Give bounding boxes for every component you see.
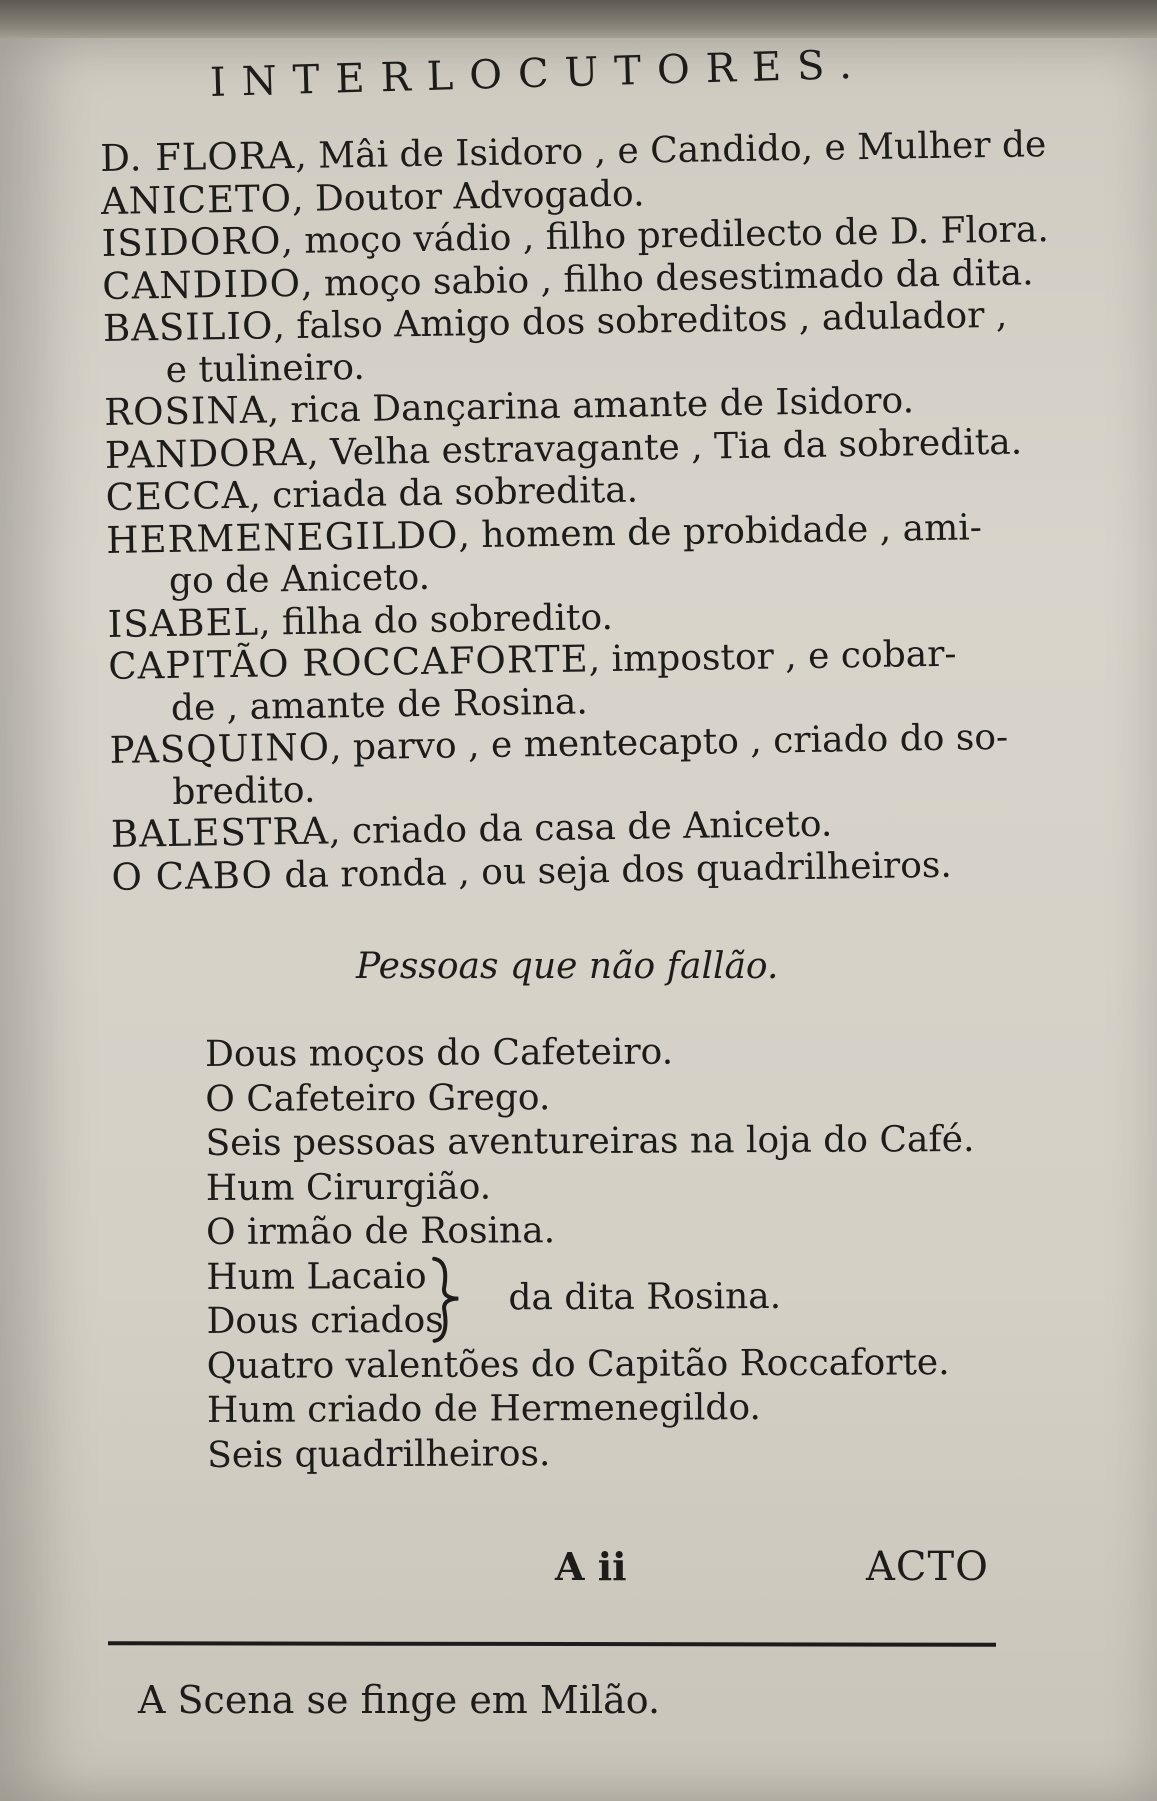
page-heading: INTERLOCUTORES.: [209, 41, 869, 106]
mute-item: Hum criado de Hermenegildo.: [206, 1387, 761, 1431]
mute-item: O irmão de Rosina.: [205, 1210, 556, 1253]
signature-mark: A ii: [555, 1544, 627, 1589]
cast-name: PANDORA: [104, 430, 308, 477]
cast-desc: go de Aniceto.: [168, 556, 431, 602]
cast-list: [99, 124, 1050, 899]
mute-characters-list: [205, 1029, 1007, 1478]
curly-brace-icon: [428, 1254, 466, 1343]
cast-name: BALESTRA: [110, 809, 330, 856]
cast-name: ISIDORO: [101, 219, 282, 265]
mute-item: Hum Cirurgião.: [205, 1166, 492, 1209]
cast-desc: , parvo , e mentecapto , criado do so-: [329, 716, 1009, 769]
cast-desc: , Doutor Advogado.: [291, 172, 645, 220]
cast-name: D. FLORA: [99, 133, 296, 180]
cast-name: O CABO: [111, 852, 274, 899]
mute-item: Seis quadrilheiros.: [207, 1432, 551, 1476]
cast-name: PASQUINO: [109, 725, 331, 772]
braced-group: [206, 1251, 1006, 1344]
mute-item: Seis pessoas aventureiras na loja do Café.: [205, 1118, 975, 1164]
cast-desc: , criado da casa de Aniceto.: [328, 803, 833, 853]
cast-desc: , criada da sobredita.: [248, 469, 639, 517]
mute-item: Dous moços do Cafeteiro.: [205, 1031, 674, 1075]
cast-desc: bredito.: [171, 769, 316, 813]
cast-name: ISABEL: [107, 600, 260, 646]
mute-item: O Cafeteiro Grego.: [205, 1076, 551, 1120]
cast-desc: e tulineiro.: [165, 346, 366, 391]
cast-name: ANICETO: [100, 176, 293, 223]
group-line: Dous criados: [206, 1299, 444, 1342]
catchword: ACTO: [866, 1544, 989, 1590]
book-page: [0, 38, 1157, 1801]
cast-name: CAPITÃO ROCCAFORTE: [107, 637, 590, 688]
horizontal-rule: [108, 1641, 996, 1647]
mute-characters-heading: Pessoas que não fallão.: [356, 946, 779, 987]
mute-item: Quatro valentões do Capitão Roccaforte.: [206, 1341, 950, 1387]
cast-desc: , homem de probidade , ami-: [458, 506, 983, 556]
scene-note: A Scena se finge em Milão.: [138, 1678, 661, 1722]
cast-name: BASILIO: [102, 304, 274, 350]
cast-name: ROSINA: [103, 388, 268, 434]
cast-desc: , moço sabio , filho desestimado da dita.: [300, 251, 1034, 305]
cast-desc: de , amante de Rosina.: [170, 680, 589, 729]
cast-name: CECCA: [105, 473, 250, 519]
group-label: da dita Rosina.: [508, 1275, 782, 1318]
cast-desc: , Velha estravagante , Tia da sobredita.: [306, 421, 1023, 474]
cast-desc: da ronda , ou seja dos quadrilheiros.: [272, 844, 953, 896]
cast-name: CANDIDO: [101, 261, 302, 308]
cast-desc: , falso Amigo dos sobreditos , adulador ,: [273, 294, 1008, 348]
cast-desc: , impostor , e cobar-: [588, 633, 957, 681]
cast-desc: , filha do sobredito.: [258, 596, 614, 644]
cast-name: HERMENEGILDO: [105, 512, 459, 562]
cast-desc: , rica Dançarina amante de Isidoro.: [267, 380, 915, 432]
cast-desc: , moço vádio , filho predilecto de D. Flora.: [281, 209, 1050, 263]
cast-desc: , Mâi de Isidoro , e Candido, e Mulher de: [295, 124, 1047, 177]
group-line: Hum Lacaio: [206, 1255, 427, 1298]
